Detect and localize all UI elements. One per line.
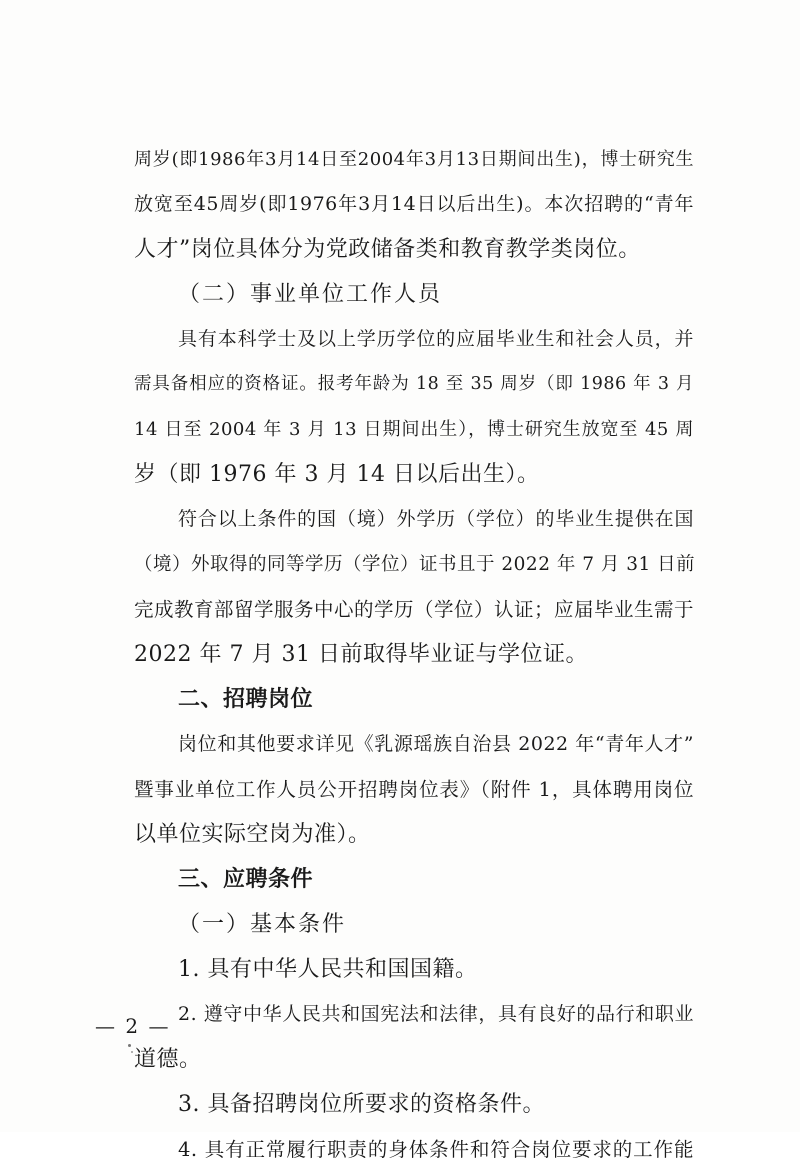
text-line: 人才”岗位具体分为党政储备类和教育教学类岗位。 [134, 237, 641, 262]
text-line: 完成教育部留学服务中心的学历（学位）认证；应届毕业生需于 [134, 598, 695, 621]
section-heading: 三、应聘条件 [178, 866, 314, 892]
text-line: 道德。 [134, 1047, 202, 1072]
text-line: 暨事业单位工作人员公开招聘岗位表》（附件 1，具体聘用岗位 [134, 778, 694, 801]
text-line: 岁（即 1976 年 3 月 14 日以后出生）。 [134, 462, 540, 487]
text-line: 需具备相应的资格证。报考年龄为 18 至 35 周岁（即 1986 年 3 月 [134, 374, 694, 394]
text-line: 以单位实际空岗为准）。 [134, 822, 371, 847]
text-line: 放宽至45周岁(即1976年3月14日以后出生)。本次招聘的“青年 [134, 193, 694, 215]
text-line: 岗位和其他要求详见《乳源瑶族自治县 2022 年“青年人才” [178, 733, 694, 755]
text-line: 14 日至 2004 年 3 月 13 日期间出生），博士研究生放宽至 45 周 [134, 419, 694, 440]
text-line: 具有本科学士及以上学历学位的应届毕业生和社会人员，并 [178, 328, 694, 350]
scan-speck [128, 1044, 131, 1047]
text-line: 2022 年 7 月 31 日前取得毕业证与学位证。 [134, 642, 588, 667]
list-item: 4. 具有正常履行职责的身体条件和符合岗位要求的工作能 [178, 1138, 694, 1161]
document-body [134, 137, 694, 1172]
page-number: — 2 — [95, 1014, 171, 1038]
scan-speck [131, 1051, 133, 1053]
section-subheading: （二）事业单位工作人员 [178, 282, 443, 307]
text-line: （境）外取得的同等学历（学位）证书且于 2022 年 7 月 31 日前 [134, 554, 696, 575]
list-item: 2. 遵守中华人民共和国宪法和法律，具有良好的品行和职业 [178, 1003, 694, 1025]
list-item: 1. 具有中华人民共和国国籍。 [178, 957, 478, 982]
text-line: 周岁(即1986年3月14日至2004年3月13日期间出生)，博士研究生 [134, 149, 694, 170]
text-line: 符合以上条件的国（境）外学历（学位）的毕业生提供在国 [178, 508, 694, 530]
section-subheading: （一）基本条件 [178, 912, 347, 937]
list-item: 3. 具备招聘岗位所要求的资格条件。 [178, 1092, 545, 1117]
section-heading: 二、招聘岗位 [178, 686, 314, 712]
